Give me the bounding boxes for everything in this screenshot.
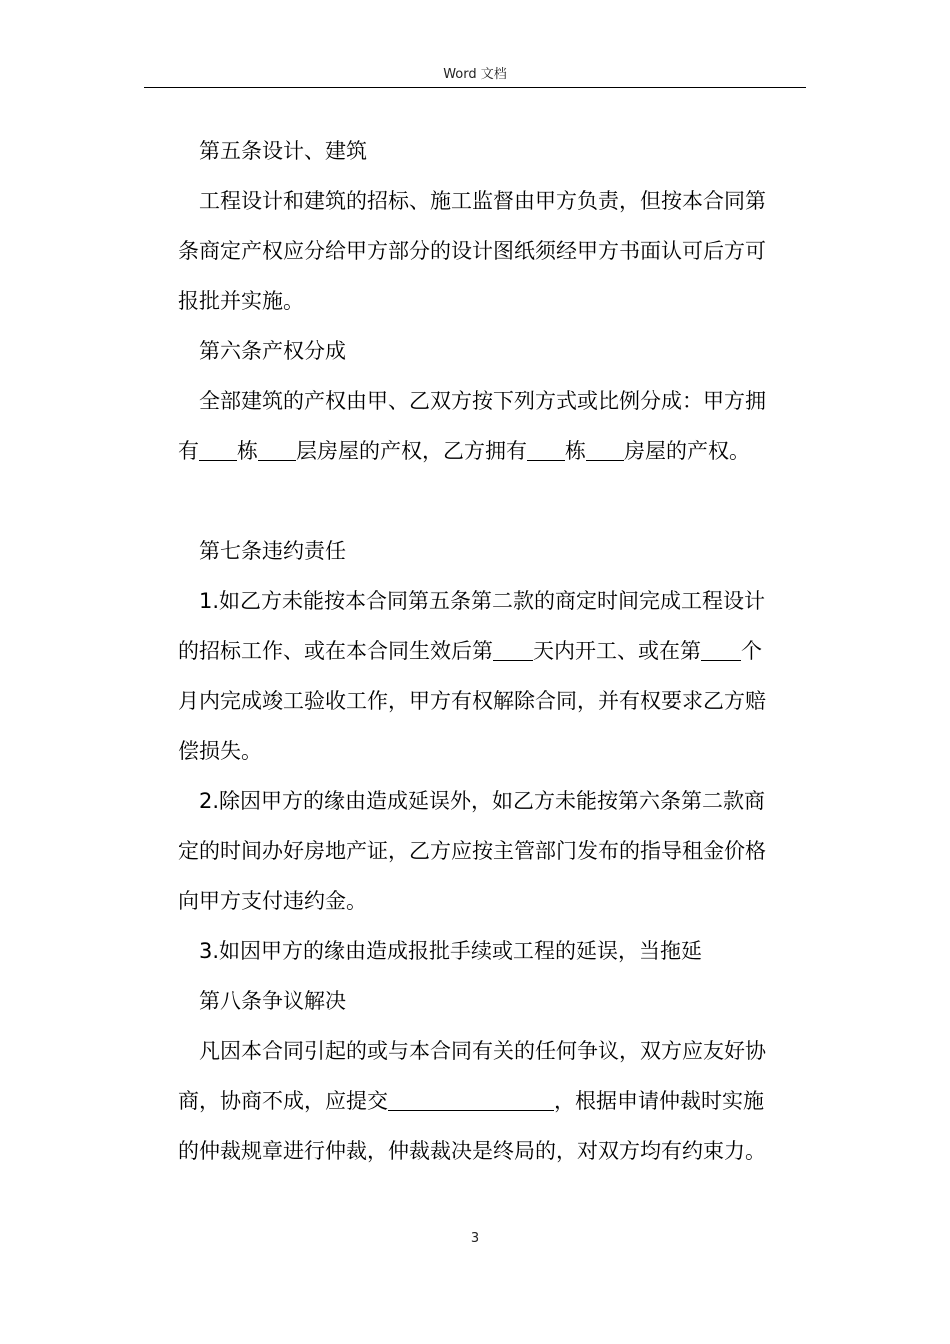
blank-field bbox=[701, 638, 741, 661]
article-7-item-1-line-4: 偿损失。 bbox=[178, 739, 262, 763]
article-6-line-2 bbox=[178, 426, 808, 476]
page-number: 3 bbox=[470, 1231, 480, 1246]
blank-field bbox=[527, 438, 565, 461]
article-6-text-e: 房屋的产权。 bbox=[624, 439, 750, 463]
page-header-title: Word 文档 bbox=[443, 67, 507, 82]
article-6-text-b: 栋 bbox=[237, 439, 258, 463]
blank-field bbox=[199, 438, 237, 461]
article-5-paragraph bbox=[178, 176, 808, 326]
header-divider bbox=[144, 87, 806, 88]
blank-field bbox=[258, 438, 296, 461]
article-7-item-1-line-3: 月内完成竣工验收工作，甲方有权解除合同，并有权要求乙方赔 bbox=[178, 689, 766, 713]
article-5-line-1: 工程设计和建筑的招标、施工监督由甲方负责，但按本合同第 bbox=[199, 189, 766, 213]
article-8-line-2 bbox=[178, 1076, 808, 1126]
article-7-item-2 bbox=[178, 776, 808, 926]
article-5-line-2: 条商定产权应分给甲方部分的设计图纸须经甲方书面认可后方可 bbox=[178, 239, 766, 263]
article-7-heading: 第七条违约责任 bbox=[199, 539, 346, 563]
article-7-item-1 bbox=[178, 576, 808, 776]
article-8-text-a: 商，协商不成，应提交 bbox=[178, 1089, 388, 1113]
article-7-text-c: 个 bbox=[741, 639, 762, 663]
article-6-paragraph bbox=[178, 376, 808, 476]
article-8-line-1: 凡因本合同引起的或与本合同有关的任何争议，双方应友好协 bbox=[199, 1039, 766, 1063]
article-8-paragraph bbox=[178, 1026, 808, 1176]
article-6-text-d: 栋 bbox=[565, 439, 586, 463]
article-8-line-3: 的仲裁规章进行仲裁，仲裁裁决是终局的，对双方均有约束力。 bbox=[178, 1139, 766, 1163]
article-6-line-1: 全部建筑的产权由甲、乙双方按下列方式或比例分成：甲方拥 bbox=[199, 389, 766, 413]
paragraph-spacer bbox=[178, 476, 808, 526]
article-7-item-2-line-1: 2.除因甲方的缘由造成延误外，如乙方未能按第六条第二款商 bbox=[199, 789, 766, 813]
article-6-heading: 第六条产权分成 bbox=[199, 339, 346, 363]
article-8-heading: 第八条争议解决 bbox=[199, 989, 346, 1013]
article-8-text-b: ，根据申请仲裁时实施 bbox=[554, 1089, 764, 1113]
document-body bbox=[178, 126, 808, 1176]
article-7-item-1-line-2 bbox=[178, 626, 808, 676]
blank-field bbox=[586, 438, 624, 461]
article-7-text-b: 天内开工、或在第 bbox=[533, 639, 701, 663]
blank-field bbox=[388, 1088, 554, 1111]
article-7-text-a: 的招标工作、或在本合同生效后第 bbox=[178, 639, 493, 663]
article-7-item-3-line-1: 3.如因甲方的缘由造成报批手续或工程的延误，当拖延 bbox=[199, 939, 703, 963]
article-5-heading: 第五条设计、建筑 bbox=[199, 139, 367, 163]
blank-field bbox=[493, 638, 533, 661]
article-7-item-2-line-2: 定的时间办好房地产证，乙方应按主管部门发布的指导租金价格 bbox=[178, 839, 766, 863]
article-7-item-2-line-3: 向甲方支付违约金。 bbox=[178, 889, 367, 913]
article-5-line-3: 报批并实施。 bbox=[178, 289, 304, 313]
article-7-item-1-line-1: 1.如乙方未能按本合同第五条第二款的商定时间完成工程设计 bbox=[199, 589, 766, 613]
article-6-text-a: 有 bbox=[178, 439, 199, 463]
article-6-text-c: 层房屋的产权，乙方拥有 bbox=[296, 439, 527, 463]
article-7-item-3 bbox=[178, 926, 808, 976]
